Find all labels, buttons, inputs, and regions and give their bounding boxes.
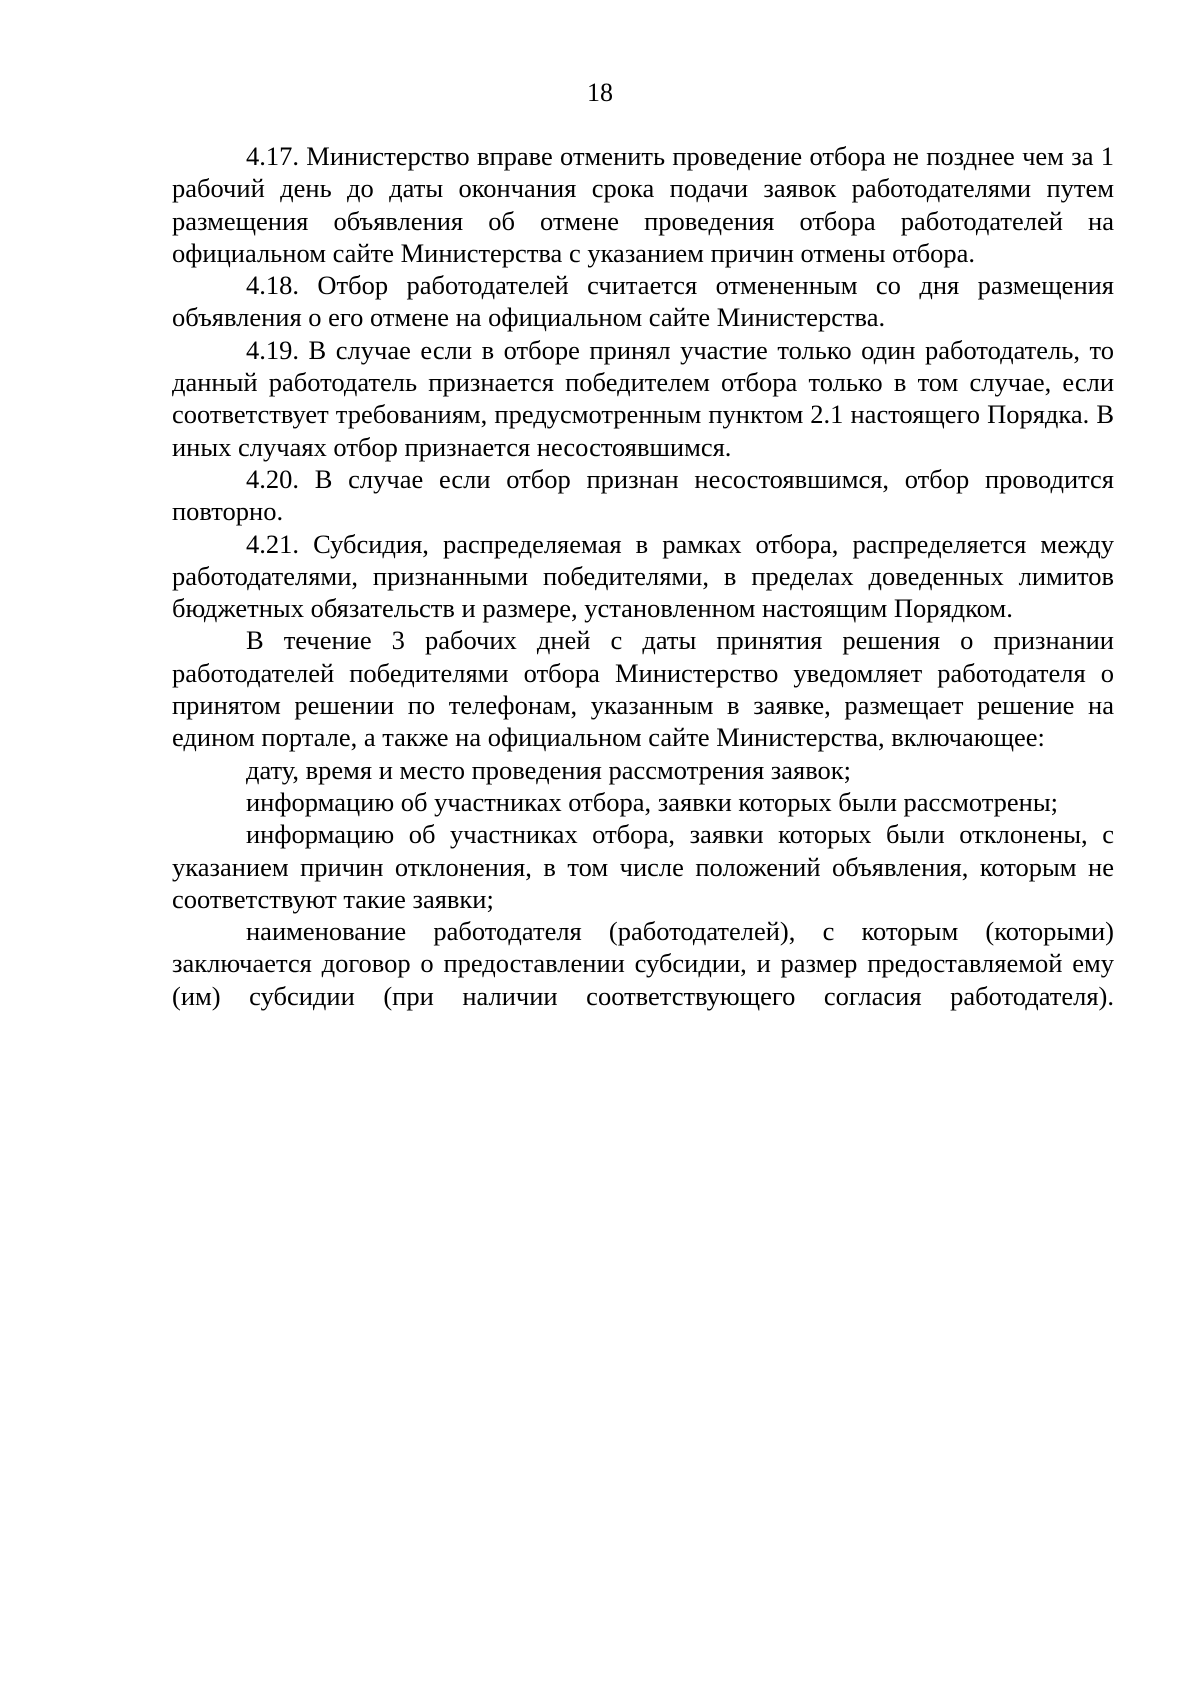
list-item-reviewed-participants: информацию об участниках отбора, заявки которых были рассмотрены; <box>246 786 1059 817</box>
paragraph-decision-notice: В течение 3 рабочих дней с даты принятия решения о признании работодателей победителями отбора Министерство уведомляет работодателя о принятом решении по телефонам, указанным в заявке, размещает решение на едином портале, а также на официальном сайте Министерства, включающее: <box>172 625 1114 753</box>
paragraph-4-20: 4.20. В случае если отбор признан несостоявшимся, отбор проводится повторно. <box>172 463 1114 527</box>
list-item-date-time-place: дату, время и место проведения рассмотрения заявок; <box>246 754 852 785</box>
paragraph-4-18: 4.18. Отбор работодателей считается отмененным со дня размещения объявления о его отмене на официальном сайте Министерства. <box>172 270 1114 333</box>
paragraph-4-17: 4.17. Министерство вправе отменить проведение отбора не позднее чем за 1 рабочий день до даты окончания срока подачи заявок работодателями путем размещения объявления об отмене проведения отбора работодателей на официальном сайте Министерства с указанием причин отмены отбора. <box>172 141 1114 268</box>
list-item-rejected-participants: информацию об участниках отбора, заявки которых были отклонены, с указанием причин отклонения, в том числе положений объявления, которым не соответствуют такие заявки; <box>172 819 1114 914</box>
paragraph-4-19: 4.19. В случае если в отборе принял участие только один работодатель, то данный работодатель признается победителем отбора только в том случае, если соответствует требованиям, предусмотренным пунктом 2.1 настоящего Порядка. В иных случаях отбор признается несостоявшимся. <box>172 334 1114 462</box>
list-item-employer-name: наименование работодателя (работодателей), с которым (которыми) заключается договор о предоставлении субсидии, и размер предоставляемой ему (им) субсидии (при наличии соответствующего согласия работодателя). <box>172 916 1114 1011</box>
paragraph-4-21: 4.21. Субсидия, распределяемая в рамках отбора, распределяется между работодателями, признанными победителями, в пределах доведенных лимитов бюджетных обязательств и размере, установленном настоящим Порядком. <box>172 528 1114 624</box>
page-number: 18 <box>587 78 613 107</box>
document-body <box>172 140 1114 1012</box>
